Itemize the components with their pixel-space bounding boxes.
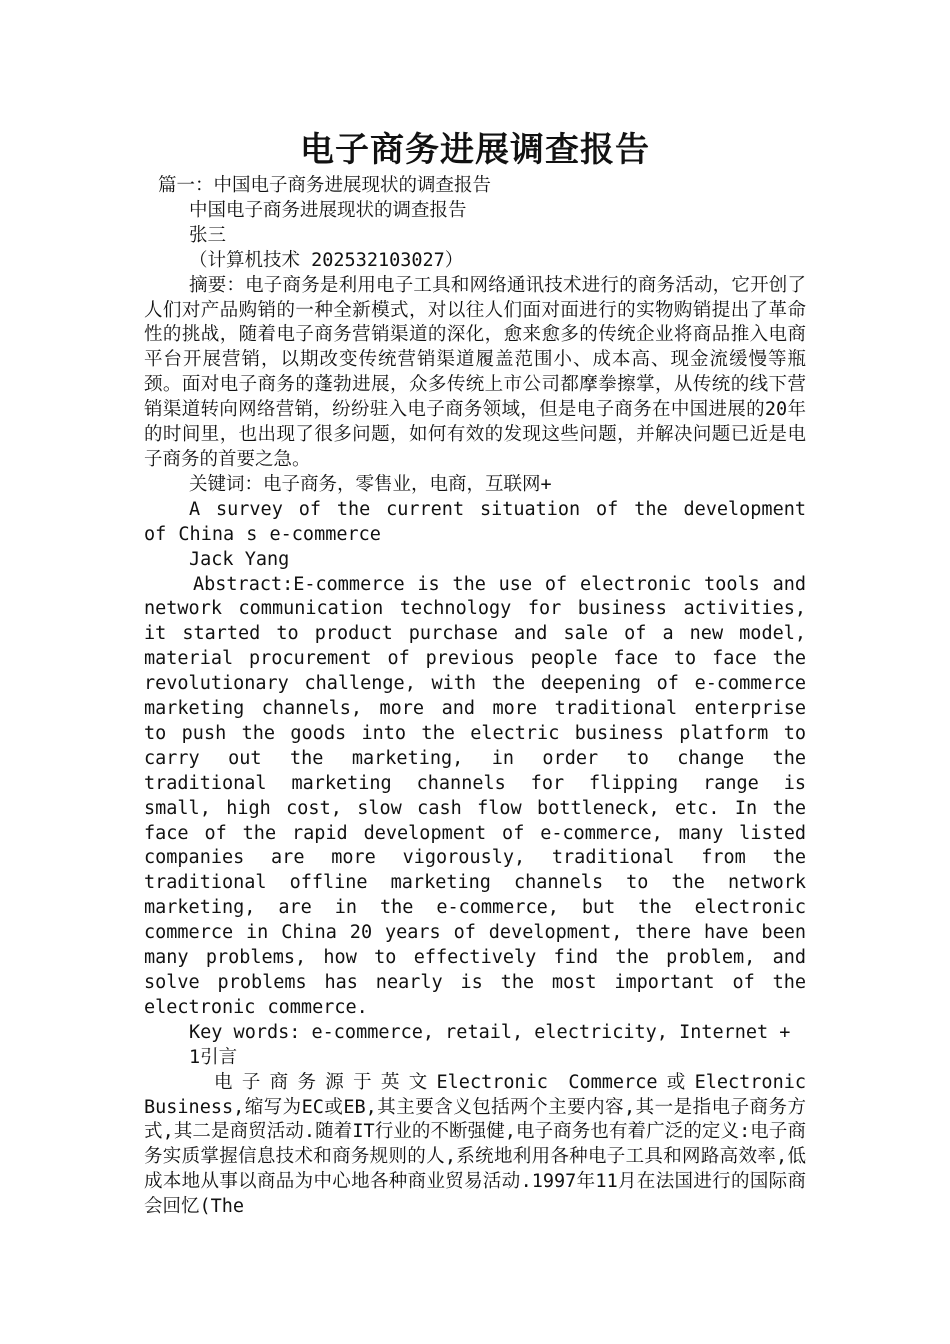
author-affiliation: （计算机技术 202532103027） (189, 249, 464, 271)
part-heading: 篇一：中国电子商务进展现状的调查报告 (158, 175, 492, 196)
keywords-english: Key words: e-commerce, retail, electricity, Internet + (189, 1021, 791, 1043)
document-body (144, 174, 806, 1220)
author-name: 张三 (189, 224, 227, 246)
keywords-chinese: 关键词：电子商务，零售业，电商，互联网+ (189, 473, 552, 495)
abstract-chinese: 摘要：电子商务是利用电子工具和网络通讯技术进行的商务活动，它开创了人们对产品购销的一种全新模式，对以往人们面对面进行的实物购销提出了革命性的挑战，随着电子商务营销渠道的深化，愈来愈多的传统企业将商品推入电商平台开展营销，以期改变传统营销渠道履盖范围小、成本高、现金流缓慢等瓶颈。面对电子商务的蓬勃进展，众多传统上市公司都摩拳擦掌，从传统的线下营销渠道转向网络营销，纷纷驻入电子商务领域，但是电子商务在中国进展的20年的时间里，也出现了很多问题，如何有效的发现这些问题，并解决问题已近是电子商务的首要之急。 (144, 274, 806, 470)
english-author: Jack Yang (189, 548, 290, 570)
abstract-english: Abstract:E-commerce is the use of electronic tools and network communication technology for business activities, it started to product purchase and sale of a new model, material procurement of previous people face to face the revolutionary challenge, with the deepening of e-commerce marketing channels, more and more traditional enterprise to push the goods into the electric business platform to carry out the marketing, in order to change the traditional marketing channels for flipping range is small, high cost, slow cash flow bottleneck, etc. In the face of the rapid development of e-commerce, many listed companies are more vigorously, traditional from the traditional offline marketing channels to the network marketing, are in the e-commerce, but the electronic commerce in China 20 years of development, there have been many problems, how to effectively find the problem, and solve problems has nearly is the most important of the electronic commerce. (144, 573, 806, 1018)
document-title: 电子商务进展调查报告 (300, 130, 650, 170)
section-paragraph: 电子商务源于英文Electronic Commerce或Electronic Business,缩写为EC或EB,其主要含义包括两个主要内容,其一是指电子商务方式,其二是商贸活动.随着IT行业的不断强健,电子商务也有着广泛的定义:电子商务实质掌握信息技术和商务规则的人,系统地利用各种电子工具和网路高效率,低成本地从事以商品为中心地各种商业贸易活动.1997年11月在法国进行的国际商会回忆(The (144, 1071, 806, 1218)
english-title: A survey of the current situation of the development of China s e-commerce (144, 498, 806, 545)
sub-title: 中国电子商务进展现状的调查报告 (189, 199, 467, 221)
section-heading: 1引言 (189, 1046, 238, 1068)
